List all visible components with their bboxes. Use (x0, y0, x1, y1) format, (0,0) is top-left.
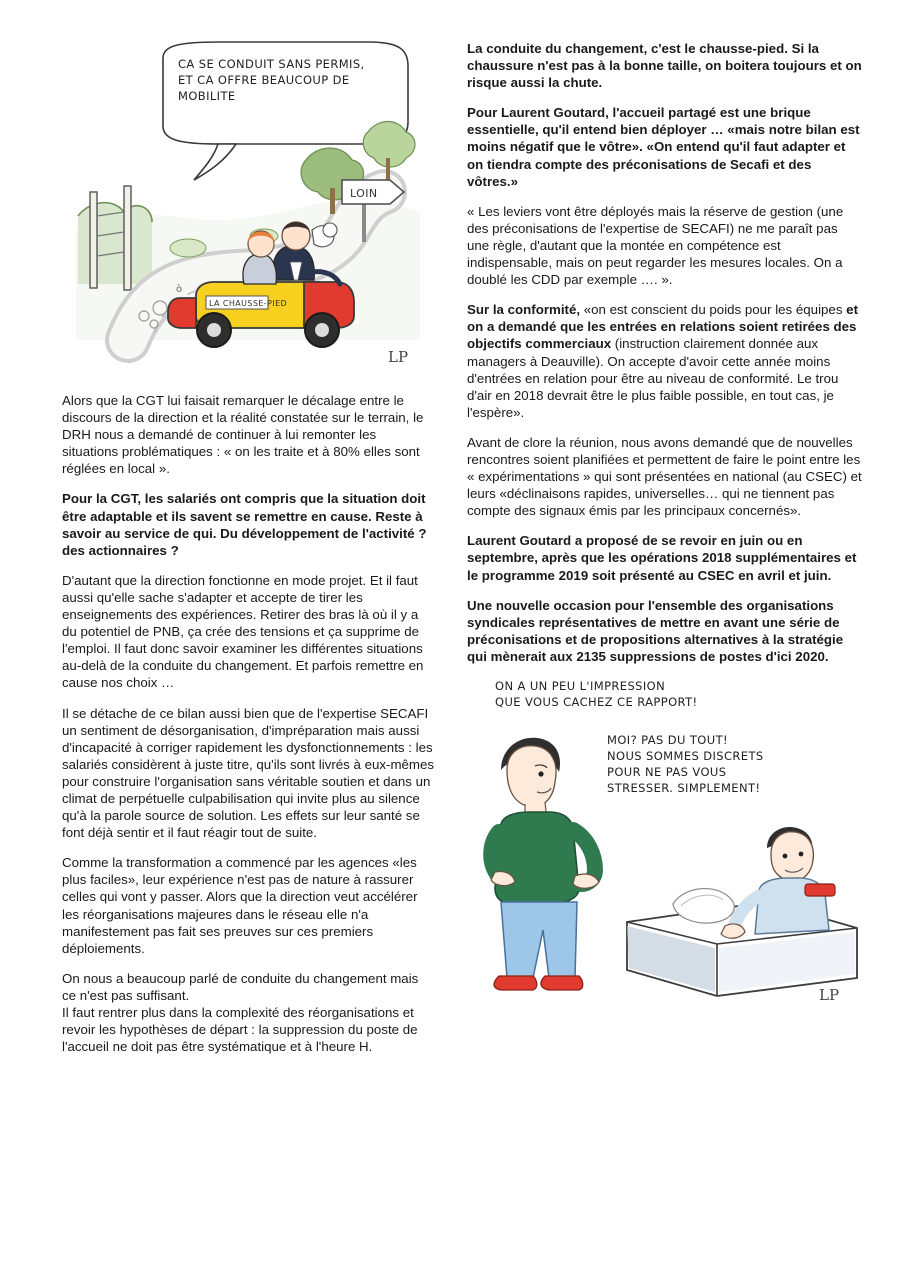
cartoon2-reply-line-2: NOUS SOMMES DISCRETS (607, 749, 764, 763)
conformite-bold-2: et on a demandé que les entrées en relations soient retirées des objectifs commerciaux (467, 302, 858, 352)
car-side-label: LA CHAUSSE-PIED (209, 299, 288, 308)
cartoon2-reply-line-4: STRESSER. SIMPLEMENT! (607, 781, 761, 795)
paragraph-left-3: D'autant que la direction fonctionne en mode projet. Et il faut aussi qu'elle sache s'adapter et accepte de tirer les enseignements des expériences. Retirer des bras là où il y a du potentiel de PNB, ça crée des tensions et ça supprime de l'emploi. Il faut donc savoir examiner les différentes situations au-delà de la conduite du changement. Et parfois remettre en cause nos choix … (62, 572, 424, 691)
paragraph-right-6: Laurent Goutard a proposé de se revoir en juin ou en septembre, après que les opérations 2018 supplémentaires et le programme 2019 soit présenté au CSEC en avril et juin. (467, 533, 857, 583)
right-column (457, 40, 863, 1241)
cartoon2-top-line-1: ON A UN PEU L'IMPRESSION (495, 679, 666, 693)
cartoon-hidden-report (467, 678, 867, 1008)
paragraph-right-7: Une nouvelle occasion pour l'ensemble des organisations syndicales représentatives de mettre en avant une série de préconisations et de propositions alternatives à la stratégie qui mènerait aux 2135 suppressions de postes d'ici 2020. (467, 597, 844, 664)
cartoon-car-on-road (68, 40, 428, 380)
speech-bubble-text (178, 56, 404, 104)
cartoon2-reply-text (607, 732, 855, 796)
bubble-line-1: CA SE CONDUIT SANS PERMIS, (178, 57, 365, 71)
conformite-text-1: «on est conscient du poids pour les équipes (580, 302, 847, 318)
paragraph-left-5: Comme la transformation a commencé par les agences «les plus faciles», leur expérience n'est pas de nature à rassurer celles qui vont y passer. Alors que la direction veut accélérer les réorganisations majeures dans le réseau elle n'a manifestement pas fait ses preuves sur ces premiers déploiements. (62, 855, 418, 956)
paragraph-left-7: Il faut rentrer plus dans la complexité des réorganisations et revoir les hypothèses de départ : la suppression du poste de l'accueil ne doit pas être systématique et à l'heure H. (62, 1005, 418, 1055)
paragraph-right-2: Pour Laurent Goutard, l'accueil partagé est une brique essentielle, qu'il entend bien déployer … «mais notre bilan est moins négatif que le vôtre». «On entend qu'il faut adapter et on tiendra compte des préconisations de Secafi et des vôtres.» (467, 105, 860, 189)
cartoon2-reply-line-1: MOI? PAS DU TOUT! (607, 733, 729, 747)
paragraph-left-1: Alors que la CGT lui faisait remarquer le décalage entre le discours de la direction et la réalité constatée sur le terrain, le DRH nous a demandé de continuer à lui remonter les situations problématiques : « on les traite et à 80% elles sont réglées en local ». (62, 393, 424, 477)
conformite-text-2: (instruction clairement donnée aux managers à Deauville). On accepte d'avoir cette année moins d'entrées en relation pour être au niveau de conformité. Le trou d'air en 2018 devrait être le plus faible possible, en tout cas, je l'espère». (467, 336, 839, 420)
paragraph-right-5: Avant de clore la réunion, nous avons demandé que de nouvelles rencontres soient planifiées et permettent de faire le point entre les « expérimentations » qui sont présentées en national (au CSEC) et leurs «déclinaisons rapides, universelles… qui ne tiennent pas compte des signaux émis par les principaux concernés». (467, 434, 862, 519)
cartoon2-reply-line-3: POUR NE PAS VOUS (607, 765, 727, 779)
cartoon2-top-line-2: QUE VOUS CACHEZ CE RAPPORT! (495, 695, 698, 709)
bubble-line-3: MOBILITE (178, 89, 236, 103)
left-column (62, 40, 457, 1241)
paragraph-left-2: Pour la CGT, les salariés ont compris que la situation doit être adaptable et ils savent se remettre en cause. Reste à savoir au service de qui. Du développement de l'activité ? des actionnaires ? (62, 491, 427, 558)
svg-text:ò: ò (176, 284, 183, 295)
road-sign-label: LOIN (350, 187, 378, 200)
cartoon-signature: LP (388, 348, 409, 366)
paragraph-left-4: Il se détache de ce bilan aussi bien que de l'expertise SECAFI un sentiment de désorganisation, d'impréparation mais aussi d'incapacité à corriger rapidement les dysfonctionnements : les salariés considèrent à juste titre, qu'ils sont livrés à eux-mêmes pour construire l'organisation sans véritable soutien et dans un climat de perpétuelle culpabilisation qui invite plus au silence qu'à la parole source de solution. Les effets sur leur santé se font déjà sentir et il faut réagir tout de suite. (62, 705, 435, 841)
cartoon2-top-text (495, 678, 785, 710)
bubble-line-2: ET CA OFFRE BEAUCOUP DE (178, 73, 350, 87)
conformite-bold-lead: Sur la conformité, (467, 302, 581, 318)
paragraph-right-4 (467, 301, 863, 421)
cartoon2-signature: LP (819, 986, 840, 1004)
paragraph-right-1: La conduite du changement, c'est le chausse-pied. Si la chaussure n'est pas à la bonne taille, on boitera toujours et on risque aussi la chute. (467, 41, 862, 91)
paragraph-right-3: « Les leviers vont être déployés mais la réserve de gestion (une des préconisations de l'expertise de SECAFI) ne me paraît pas une règle, d'autant que la montée en compétence est indispensable, mais on peut regarder les mesures locales. On a doublé les CDD par exemple …. ». (467, 203, 844, 288)
paragraph-left-6: On nous a beaucoup parlé de conduite du changement mais ce n'est pas suffisant. (62, 970, 419, 1003)
